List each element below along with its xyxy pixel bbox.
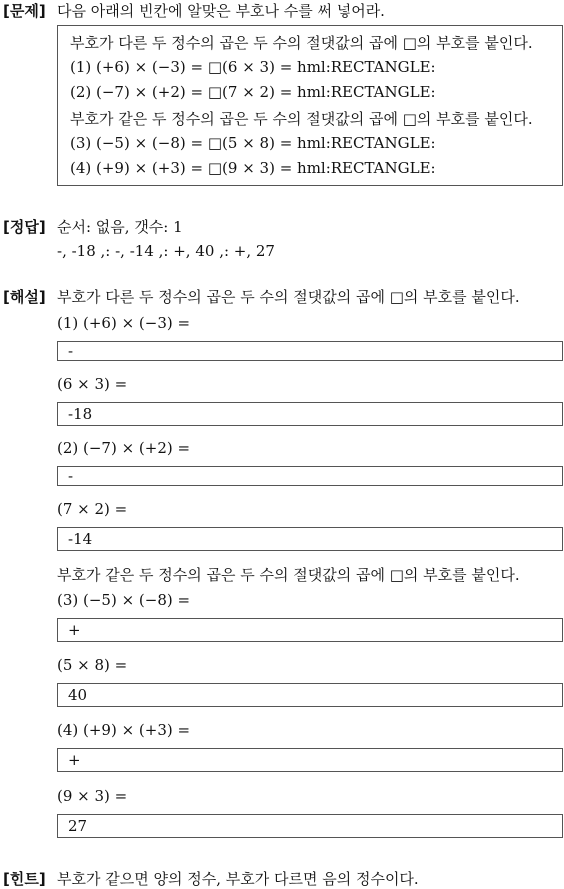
explanation-step-2-product: (7 × 2) = xyxy=(57,500,128,518)
explanation-step-1-product: (6 × 3) = xyxy=(57,375,128,393)
answer-box-3-sign: + xyxy=(57,618,563,642)
problem-rule-different: 부호가 다른 두 정수의 곱은 두 수의 절댓값의 곱에 □의 부호를 붙인다. xyxy=(70,34,533,52)
problem-item-4: (4) (+9) × (+3) = □(9 × 3) = hml:RECTANGLE: xyxy=(70,159,436,177)
hint-tag: [힌트] xyxy=(3,870,46,888)
explanation-step-3-product: (5 × 8) = xyxy=(57,656,128,674)
problem-instruction: 다음 아래의 빈칸에 알맞은 부호나 수를 써 넣어라. xyxy=(57,2,385,20)
explanation-step-1: (1) (+6) × (−3) = xyxy=(57,314,191,332)
problem-tag: [문제] xyxy=(3,2,46,20)
explanation-step-4: (4) (+9) × (+3) = xyxy=(57,721,191,739)
problem-item-2: (2) (−7) × (+2) = □(7 × 2) = hml:RECTANGLE: xyxy=(70,83,436,101)
answer-box-4-value: 27 xyxy=(57,814,563,838)
answer-box-2-value: -14 xyxy=(57,527,563,551)
answer-box-4-sign: + xyxy=(57,748,563,772)
answer-values: -, -18 ,: -, -14 ,: +, 40 ,: +, 27 xyxy=(57,242,275,260)
answer-meta: 순서: 없음, 갯수: 1 xyxy=(57,218,183,236)
answer-box-1-value: -18 xyxy=(57,402,563,426)
explanation-step-3: (3) (−5) × (−8) = xyxy=(57,591,191,609)
hint-text: 부호가 같으면 양의 정수, 부호가 다르면 음의 정수이다. xyxy=(57,870,419,888)
explanation-step-2: (2) (−7) × (+2) = xyxy=(57,439,191,457)
explanation-rule-different: 부호가 다른 두 정수의 곱은 두 수의 절댓값의 곱에 □의 부호를 붙인다. xyxy=(57,288,520,306)
explanation-tag: [해설] xyxy=(3,288,46,306)
answer-box-2-sign: - xyxy=(57,466,563,486)
answer-box-3-value: 40 xyxy=(57,683,563,707)
answer-tag: [정답] xyxy=(3,218,46,236)
problem-rule-same: 부호가 같은 두 정수의 곱은 두 수의 절댓값의 곱에 □의 부호를 붙인다. xyxy=(70,110,533,128)
explanation-rule-same: 부호가 같은 두 정수의 곱은 두 수의 절댓값의 곱에 □의 부호를 붙인다. xyxy=(57,566,520,584)
problem-item-3: (3) (−5) × (−8) = □(5 × 8) = hml:RECTANGLE: xyxy=(70,134,436,152)
problem-item-1: (1) (+6) × (−3) = □(6 × 3) = hml:RECTANGLE: xyxy=(70,58,436,76)
answer-box-1-sign: - xyxy=(57,341,563,361)
explanation-step-4-product: (9 × 3) = xyxy=(57,787,128,805)
problem-box xyxy=(57,25,563,186)
